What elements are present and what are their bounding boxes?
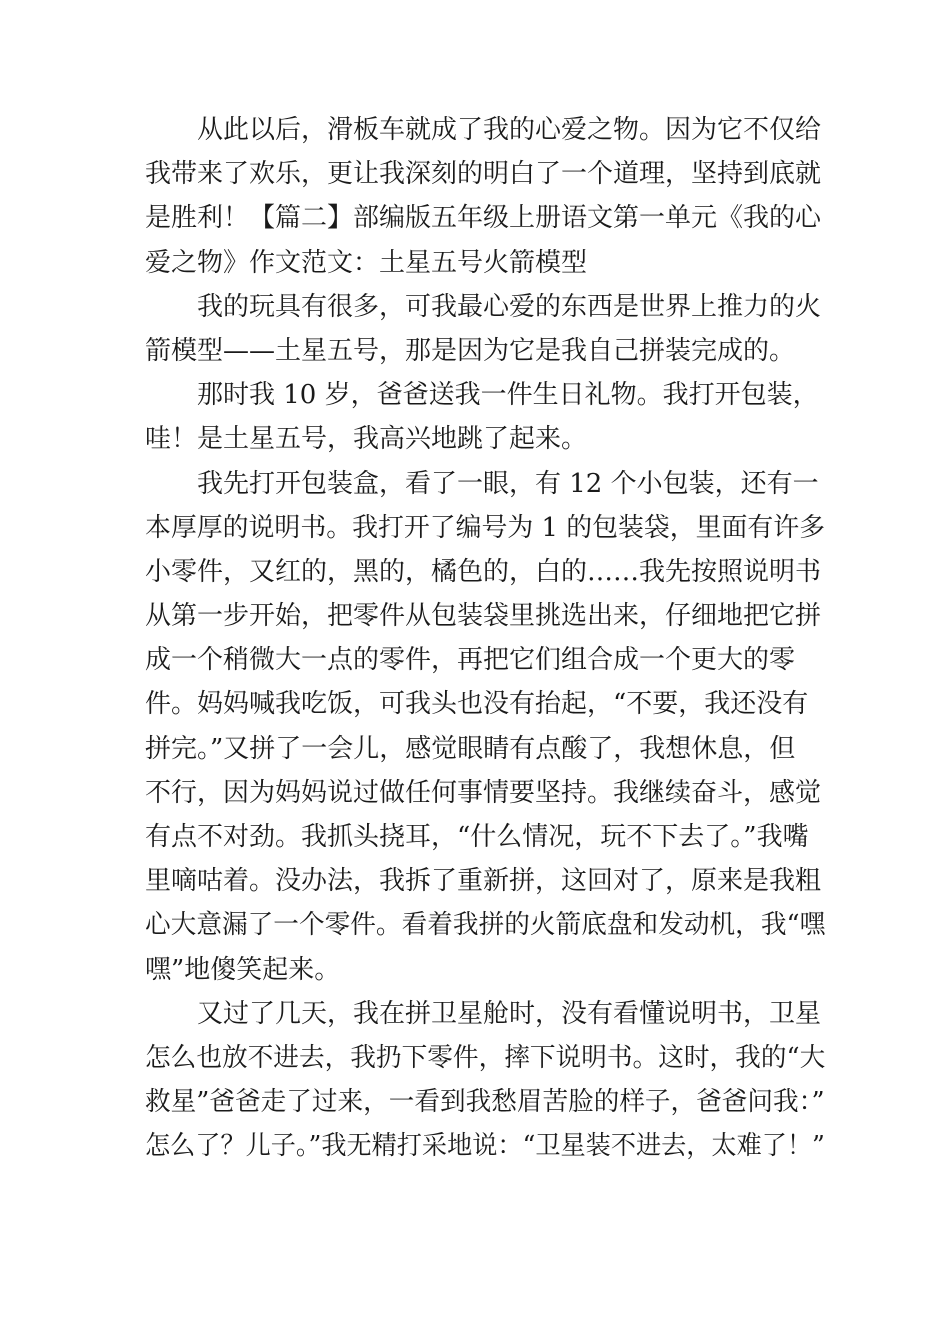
text-line: 爱之物》作文范文：土星五号火箭模型 xyxy=(145,247,588,278)
text-line: 件。妈妈喊我吃饭，可我头也没有抬起，“不要，我还没有 xyxy=(145,689,809,720)
text-line: 怎么了？儿子。”我无精打采地说：“卫星装不进去，太难了！” xyxy=(145,1131,825,1162)
text-line: 救星”爸爸走了过来，一看到我愁眉苦脸的样子，爸爸问我：” xyxy=(145,1087,825,1118)
text-line: 我先打开包装盒，看了一眼，有 12 个小包装，还有一 xyxy=(197,468,819,499)
text-line: 我带来了欢乐，更让我深刻的明白了一个道理，坚持到底就 xyxy=(145,159,822,190)
text-line: 我的玩具有很多，可我最心爱的东西是世界上推力的火 xyxy=(197,291,822,322)
text-line: 有点不对劲。我抓头挠耳，“什么情况，玩不下去了。”我嘴 xyxy=(145,822,809,852)
text-line: 怎么也放不进去，我扔下零件，摔下说明书。这时，我的“大 xyxy=(145,1042,826,1073)
essay-body xyxy=(145,108,825,1169)
text-line: 是胜利！【篇二】部编版五年级上册语文第一单元《我的心 xyxy=(145,203,822,234)
text-line: 箭模型——土星五号，那是因为它是我自己拼装完成的。 xyxy=(145,335,796,366)
text-line: 嘿”地傻笑起来。 xyxy=(145,954,341,985)
text-line: 拼完。”又拼了一会儿，感觉眼睛有点酸了，我想休息，但 xyxy=(145,733,796,764)
text-line: 小零件，又红的，黑的，橘色的，白的……我先按照说明书 xyxy=(145,556,822,587)
text-line: 从第一步开始，把零件从包装袋里挑选出来，仔细地把它拼 xyxy=(145,601,822,632)
text-line: 又过了几天，我在拼卫星舱时，没有看懂说明书，卫星 xyxy=(197,998,822,1029)
text-line: 本厚厚的说明书。我打开了编号为 1 的包装袋，里面有许多 xyxy=(145,512,826,543)
text-line: 哇！是土星五号，我高兴地跳了起来。 xyxy=(145,424,588,455)
text-line: 不行，因为妈妈说过做任何事情要坚持。我继续奋斗，感觉 xyxy=(145,777,822,808)
text-line: 那时我 10 岁，爸爸送我一件生日礼物。我打开包装， xyxy=(197,380,819,411)
text-line: 心大意漏了一个零件。看着我拼的火箭底盘和发动机，我“嘿 xyxy=(145,910,826,941)
text-line: 里嘀咕着。没办法，我拆了重新拼，这回对了，原来是我粗 xyxy=(145,866,822,897)
text-line: 成一个稍微大一点的零件，再把它们组合成一个更大的零 xyxy=(145,645,796,676)
text-line: 从此以后，滑板车就成了我的心爱之物。因为它不仅给 xyxy=(197,115,822,145)
